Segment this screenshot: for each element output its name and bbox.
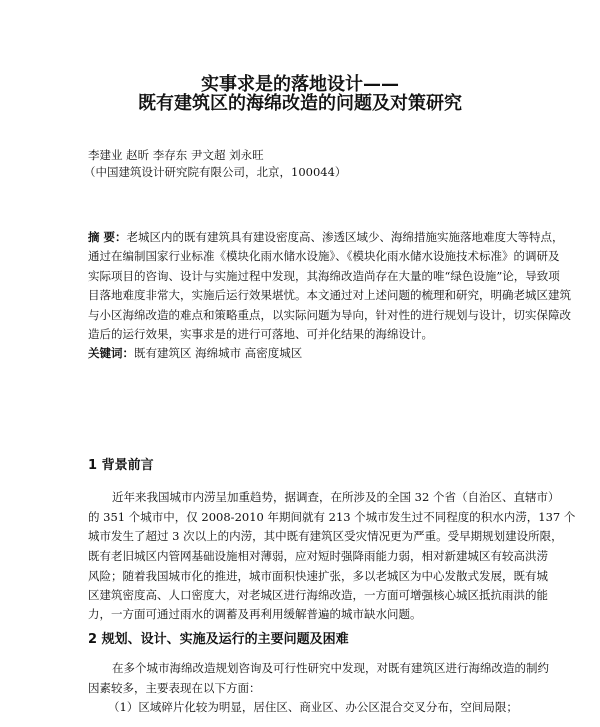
section-heading: 2 规划、设计、实施及运行的主要问题及困难	[88, 632, 349, 647]
section-heading: 1 背景前言	[88, 458, 154, 473]
abstract-label: 摘 要：	[88, 230, 127, 244]
body-line: 因素较多，主要表现在以下方面：	[88, 681, 261, 695]
body-line: 的 351 个城市中，仅 2008-2010 年期间就有 213 个城市发生过不同程度的积水内涝，137 个	[88, 510, 576, 524]
abstract-line: 与小区海绵改造的难点和策略重点，以实际问题为导向，针对性的进行规划与设计，切实保障改	[88, 308, 571, 322]
body-line: 既有老旧城区内管网基础设施相对薄弱，应对短时强降雨能力弱，相对新建城区有较高洪涝	[88, 549, 548, 563]
body-line: 近年来我国城市内涝呈加重趋势，据调查，在所涉及的全国 32 个省（自治区、直辖市）	[112, 490, 560, 504]
keywords-value: 既有建筑区 海绵城市 高密度城区	[134, 346, 303, 360]
body-line: 力，一方面可通过雨水的调蓄及再利用缓解普遍的城市缺水问题。	[88, 607, 422, 621]
authors: 李建业 赵昕 李存东 尹文超 刘永旺	[88, 148, 264, 162]
affiliation: （中国建筑设计研究院有限公司，北京，100044）	[84, 165, 347, 179]
body-line: 区建筑密度高、人口密度大，对老城区进行海绵改造，一方面可增强核心城区抵抗雨洪的能	[88, 588, 548, 602]
abstract-line: 造后的运行效果，实事求是的进行可落地、可并化结果的海绵设计。	[88, 327, 433, 341]
body-line: （1）区域碎片化较为明显，居住区、商业区、办公区混合交叉分布，空间局限；	[108, 700, 518, 714]
keywords-label: 关键词：	[88, 346, 134, 360]
abstract-line: 实际项目的咨询、设计与实施过程中发现，其海绵改造尚存在大量的唯“绿色设施”论，导致项	[88, 269, 560, 283]
paper-title-line2: 既有建筑区的海绵改造的问题及对策研究	[138, 93, 462, 114]
body-line: 风险；随着我国城市化的推进，城市面积快速扩张，多以老城区为中心发散式发展，既有城	[88, 569, 548, 583]
paper-title-line1: 实事求是的落地设计——	[201, 74, 399, 95]
abstract-line: 通过在编制国家行业标准《模块化雨水储水设施》、《模块化雨水储水设施技术标准》的调研及	[88, 249, 560, 263]
body-line: 城市发生了超过 3 次以上的内涝，其中既有建筑区受灾情况更为严重。受早期规划建设所限，	[88, 529, 563, 543]
abstract-line: 老城区内的既有建筑具有建设密度高、渗透区域少、海绵措施实施落地难度大等特点，	[126, 230, 564, 244]
abstract-line: 目落地难度非常大，实施后运行效果堪忧。本文通过对上述问题的梳理和研究，明确老城区建筑	[88, 288, 571, 302]
body-line: 在多个城市海绵改造规划咨询及可行性研究中发现，对既有建筑区进行海绵改造的制约	[112, 661, 549, 675]
